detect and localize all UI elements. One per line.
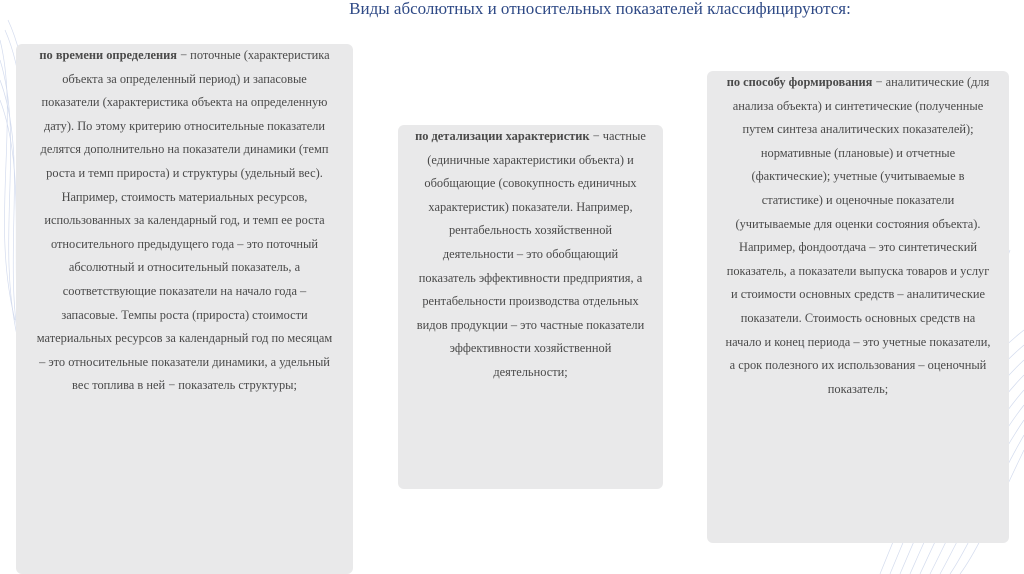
card-heading: по детализации характеристик	[415, 129, 590, 143]
card-body: − поточные (характеристика объекта за определенный период) и запасовые показатели (характеристика объекта на определенную дату). По этому критерию относительные показатели делятся дополнительно на показатели динамики (темп роста и темп прироста) и структуры (удельный вес). Например, стоимость материальных ресурсов, использованных за календарный год, и темп ее роста относительного предыдущего года – это поточный абсолютный и относительный показатель, а соответствующие показатели на начало года – запасовые. Темпы роста (прироста) стоимости материальных ресурсов за календарный год по месяцам – это относительные показатели динамики, а удельный вес топлива в ней − показатель структуры;	[36, 48, 333, 393]
card-heading: по способу формирования	[726, 75, 873, 89]
card-by-detail-level	[398, 125, 663, 489]
card-body: − аналитические (для анализа объекта) и синтетические (полученные путем синтеза аналитических показателей); нормативные (плановые) и отчетные (фактические); учетные (учитываемые в статистике) и оценочные показатели (учитываемые для оценки состояния объекта). Например, фондоотдача – это синтетический показатель, а показатели выпуска товаров и услуг и стоимости основных средств – аналитические показатели. Стоимость основных средств на начало и конец периода – это учетные показатели, а срок полезного их использования – оценочный показатель;	[725, 75, 991, 396]
card-text	[414, 125, 647, 385]
card-heading: по времени определения	[39, 48, 177, 62]
card-by-formation-method	[707, 71, 1009, 543]
card-text	[723, 71, 993, 401]
card-body: − частные (единичные характеристики объекта) и обобщающие (совокупность единичных характеристик) показатели. Например, рентабельность хозяйственной деятельности – это обобщающий показатель эффективности предприятия, а рентабельности производства отдельных видов продукции – это частные показатели эффективности хозяйственной деятельности;	[416, 129, 646, 379]
card-by-time-of-determination	[16, 44, 353, 574]
slide-title: Виды абсолютных и относительных показателей классифицируются:	[349, 0, 851, 18]
card-text	[34, 44, 335, 398]
